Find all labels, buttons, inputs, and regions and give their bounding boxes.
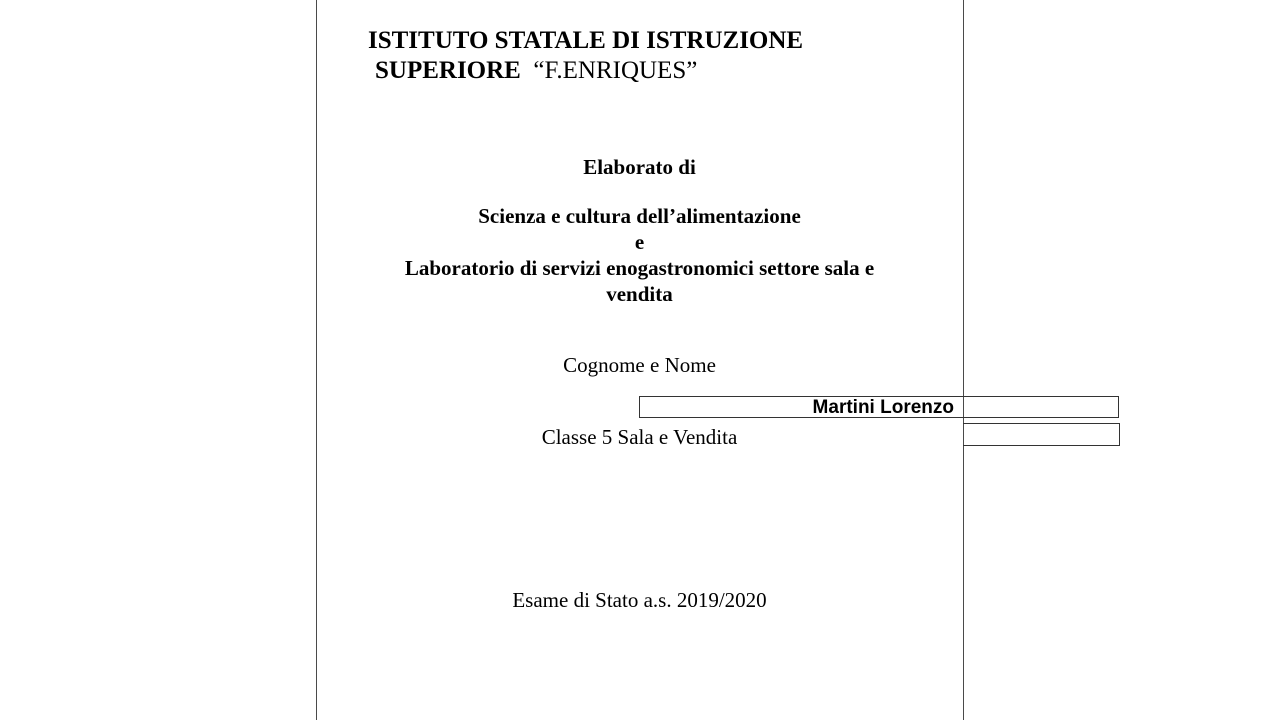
elaborato-heading: Elaborato di (583, 155, 696, 179)
class-label: Classe 5 Sala e Vendita (541, 425, 738, 449)
exam-label: Esame di Stato a.s. 2019/2020 (512, 588, 767, 612)
name-label: Cognome e Nome (563, 353, 716, 377)
extra-box (963, 423, 1120, 446)
school-name-line2 (368, 56, 803, 86)
subject-line-3: Laboratorio di servizi enogastronomici settore sala e (404, 256, 875, 280)
school-name-line2-bold: SUPERIORE (375, 57, 521, 84)
student-name: Martini Lorenzo (812, 397, 954, 418)
school-name-line1: ISTITUTO STATALE DI ISTRUZIONE (368, 27, 804, 54)
subject-line-4: vendita (606, 282, 673, 306)
subjects-block (316, 203, 963, 307)
school-name (368, 26, 803, 86)
right-margin-line (963, 0, 964, 720)
subject-line-2: e (634, 230, 645, 254)
school-name-line2-rest: “F.ENRIQUES” (520, 57, 698, 84)
subject-line-1: Scienza e cultura dell’alimentazione (478, 204, 801, 228)
